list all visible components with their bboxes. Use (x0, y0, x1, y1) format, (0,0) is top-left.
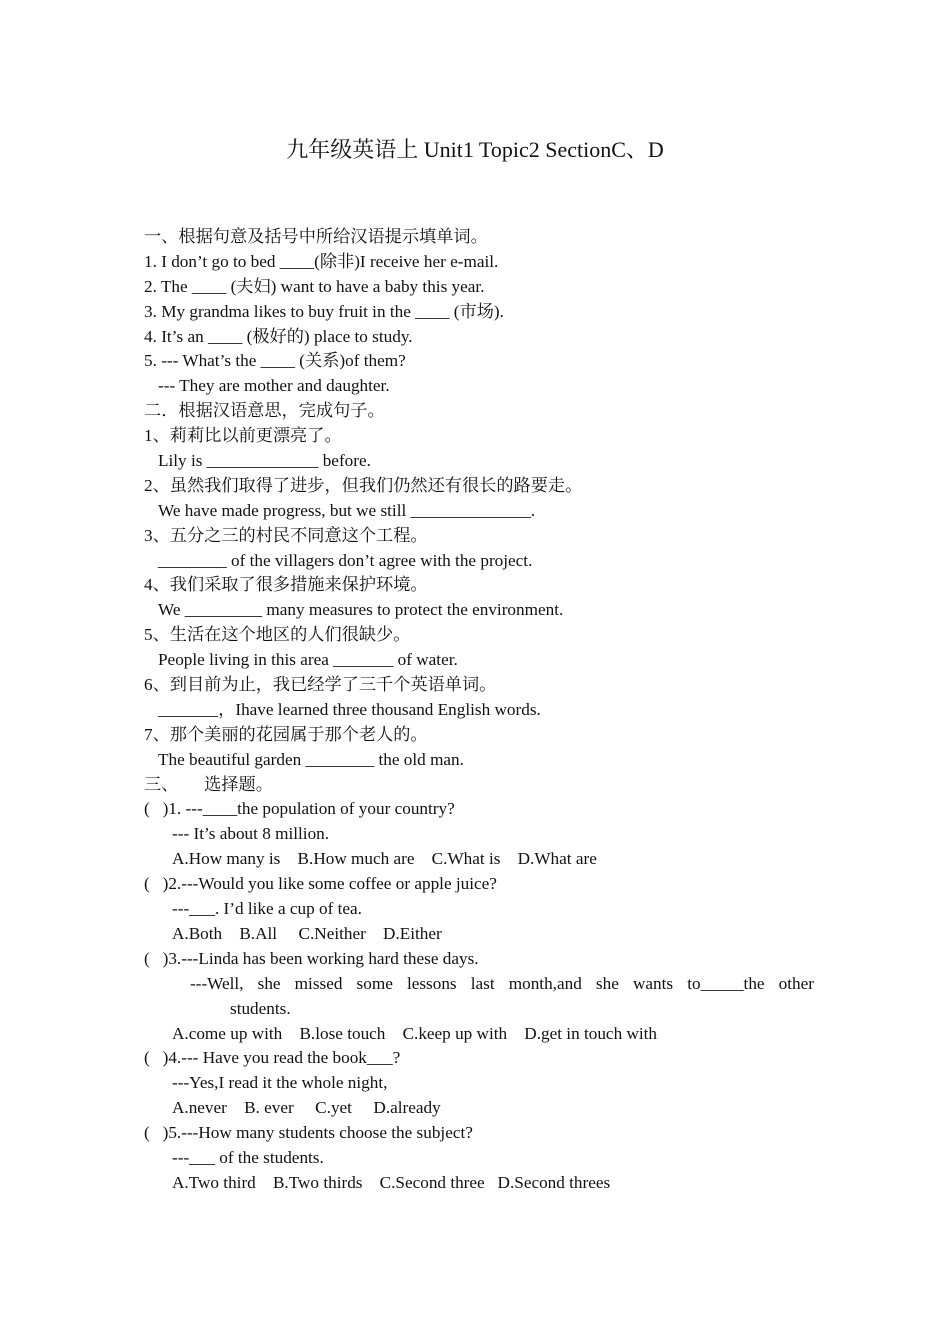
text-line: A.Both B.All C.Neither D.Either (172, 923, 442, 943)
text-line: 2、虽然我们取得了进步，但我们仍然还有很长的路要走。 (144, 475, 583, 495)
text-line: We have made progress, but we still ______________. (158, 500, 536, 520)
text-line: --- It’s about 8 million. (172, 824, 330, 844)
q3-answer-word: month,and (508, 973, 582, 993)
q3-answer-word: some (356, 973, 393, 993)
text-line: ( )1. ---____the population of your country? (144, 799, 455, 819)
text-line: ---___ of the students. (172, 1147, 324, 1167)
page-title: 九年级英语上 Unit1 Topic2 SectionC、D (286, 137, 664, 162)
text-line: ________ of the villagers don’t agree with the project. (158, 550, 533, 570)
text-line: 3. My grandma likes to buy fruit in the ____ (市场). (144, 301, 504, 321)
text-line: We _________ many measures to protect the environment. (158, 600, 564, 620)
q3-answer-word: ---Well, (190, 973, 244, 993)
q3-question: ( )3.---Linda has been working hard these days. (144, 948, 479, 968)
q3-options: A.come up with B.lose touch C.keep up with D.get in touch with (172, 1023, 658, 1043)
text-line: 7、那个美丽的花园属于那个老人的。 (144, 724, 428, 744)
q3-answer-continuation: students. (230, 998, 291, 1018)
text-line: ( )2.---Would you like some coffee or apple juice? (144, 874, 497, 894)
text-line: 1、莉莉比以前更漂亮了。 (144, 426, 342, 446)
q3-answer-word: other (778, 973, 814, 993)
text-line: 三、 选择题。 (144, 774, 273, 794)
exercise-lines-tail (144, 1046, 814, 1195)
text-line: 一、根据句意及括号中所给汉语提示填单词。 (144, 227, 488, 246)
text-line: 4、我们采取了很多措施来保护环境。 (144, 575, 428, 595)
q3-answer-line (144, 972, 814, 997)
text-line: A.Two third B.Two thirds C.Second three D.Second threes (172, 1172, 611, 1192)
q3-answer-word: wants (632, 973, 674, 993)
text-line: 5. --- What’s the ____ (关系)of them? (144, 351, 406, 371)
text-line: 2. The ____ (夫妇) want to have a baby this year. (144, 276, 485, 296)
text-line: ( )4.--- Have you read the book___? (144, 1048, 401, 1068)
text-line: 二．根据汉语意思，完成句子。 (144, 401, 385, 421)
worksheet-body (144, 225, 814, 1196)
q3-answer-word: to_____the (687, 973, 765, 993)
exercise-lines (144, 225, 814, 972)
text-line: --- They are mother and daughter. (158, 376, 390, 396)
text-line: ( )5.---How many students choose the subject? (144, 1123, 473, 1143)
text-line: A.How many is B.How much are C.What is D.What are (172, 849, 597, 869)
text-line: 1. I don’t go to bed ____(除非)I receive her e-mail. (144, 251, 499, 271)
q3-answer-word: she (595, 973, 619, 993)
text-line: The beautiful garden ________ the old man. (158, 749, 464, 769)
q3-answer-word: lessons (406, 973, 457, 993)
text-line: 3、五分之三的村民不同意这个工程。 (144, 525, 428, 545)
text-line: 5、生活在这个地区的人们很缺少。 (144, 625, 411, 645)
q3-answer-word: missed (294, 973, 343, 993)
text-line: ---___. I’d like a cup of tea. (172, 899, 362, 919)
text-line: People living in this area _______ of water. (158, 650, 458, 670)
q3-answer-word: last (470, 973, 495, 993)
text-line: A.never B. ever C.yet D.already (172, 1098, 441, 1118)
text-line: Lily is _____________ before. (158, 451, 371, 471)
text-line: 4. It’s an ____ (极好的) place to study. (144, 326, 413, 346)
text-line: 6、到目前为止，我已经学了三千个英语单词。 (144, 675, 497, 695)
q3-answer-word: she (257, 973, 281, 993)
text-line: ---Yes,I read it the whole night, (172, 1073, 388, 1093)
text-line: _______，Ihave learned three thousand English words. (158, 699, 541, 719)
